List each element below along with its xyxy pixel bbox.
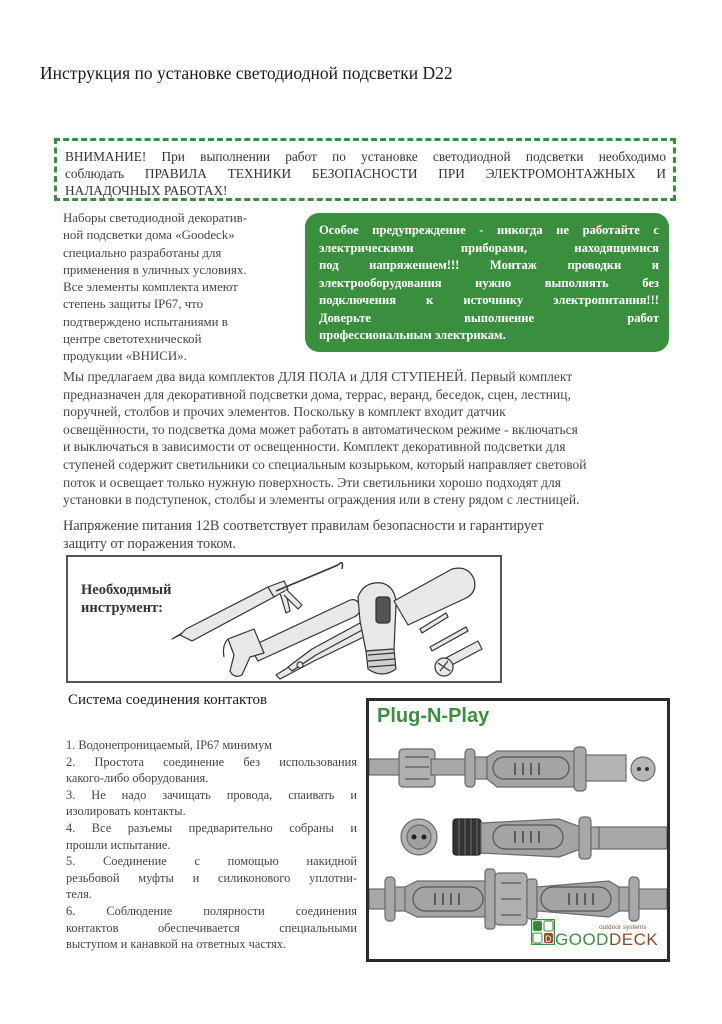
tools-illustration <box>168 557 498 681</box>
intro-line: специально разработаны для <box>63 245 222 260</box>
socket-face-icon <box>631 757 655 781</box>
intro-line: продукции «ВНИСИ». <box>63 349 187 364</box>
logo-word-good: GOOD <box>555 930 609 949</box>
feature-line: 6. Соблюдение полярности соединения <box>66 903 357 918</box>
feature-item <box>66 787 357 820</box>
intro-line: подтверждено испытаниями в <box>63 314 228 329</box>
feature-line: 2. Простота соединение без использования <box>66 754 357 769</box>
feature-line: резьбовой муфты и силиконового уплотни- <box>66 870 357 885</box>
intro-line: центре светотехнической <box>63 332 202 347</box>
logo-letter-g: G <box>535 922 543 932</box>
feature-line: выступом и канавкой на ответных частях. <box>66 937 287 952</box>
callout-line: под напряжением!!! Монтаж проводки и <box>319 258 659 272</box>
warning-line: соблюдать ПРАВИЛА ТЕХНИКИ БЕЗОПАСНОСТИ ПРИ ЭЛЕКТРОМОНТАЖНЫХ И <box>65 166 666 181</box>
feature-line: контактов обеспечивается специальными <box>66 920 357 935</box>
intro-line: применения в уличных условиях. <box>63 262 247 277</box>
tools-label <box>81 581 171 617</box>
joined-connector-icon <box>369 869 667 929</box>
intro-line: Все элементы комплекта имеют <box>63 280 238 295</box>
connectors-illustration <box>369 701 667 959</box>
feature-line: 1. Водонепроницаемый, IP67 минимум <box>66 738 272 752</box>
warning-line: ВНИМАНИЕ! При выполнении работ по установке светодиодной подсветки необходимо <box>65 149 666 164</box>
warning-line: НАЛАДОЧНЫХ РАБОТАХ! <box>65 183 228 198</box>
intro-line: ной подсветки дома «Goodeck» <box>63 228 235 243</box>
callout-line: электрическими приборами, находящимися <box>319 240 659 255</box>
logo-wordmark <box>555 930 658 950</box>
paragraph-line: Мы предлагаем два вида комплектов ДЛЯ ПОЛА и ДЛЯ СТУПЕНЕЙ. Первый комплект <box>63 369 573 384</box>
voltage-note <box>63 517 663 553</box>
feature-item <box>66 754 357 787</box>
feature-line: 5. Соединение с помощью накидной <box>66 854 357 869</box>
callout-line: Доверьте выполнение работ <box>319 310 659 325</box>
threaded-connector-icon <box>453 817 667 859</box>
intro-paragraph <box>63 210 288 366</box>
voltage-line: защиту от поражения током. <box>63 536 236 552</box>
feature-item <box>66 853 357 903</box>
feature-line: теля. <box>66 887 92 902</box>
feature-item <box>66 737 357 754</box>
drill-bits-icon <box>420 613 482 676</box>
special-warning-callout <box>305 213 669 352</box>
paragraph-line: поток и освещает только нужную поверхность. Эти светильники хорошо подходят для <box>63 474 561 490</box>
callout-line: профессиональным электрикам. <box>319 328 506 342</box>
intro-line: степень защиты IP67, что <box>63 297 204 312</box>
paragraph-line: освещённости, то подсветка дома может работать в автоматическом режиме - включаться <box>63 421 578 437</box>
paragraph-line: установки в подступенок, столбы и элементы ограждения или в стену рядом с лестницей. <box>63 492 580 508</box>
callout-line: Особое предупреждение - никогда не работайте с <box>319 223 659 237</box>
plug-face-icon <box>401 819 437 855</box>
intro-line: Наборы светодиодной декоратив- <box>63 211 247 225</box>
paragraph-line: поручней, столбов и прочих элементов. Поскольку в комплект входит датчик <box>63 404 506 420</box>
callout-line: подключения к источнику электропитания!!! <box>319 293 659 307</box>
kits-description-paragraph <box>63 368 663 509</box>
paragraph-line: и выключаться в зависимости от освещенности. Комплект декоративной подсветки для <box>63 439 566 455</box>
feature-line: какого-либо оборудования. <box>66 771 209 786</box>
tools-label-line: инструмент: <box>81 600 163 616</box>
logo-tagline: outdoor systems <box>599 924 647 931</box>
voltage-line: Напряжение питания 12В соответствует правилам безопасности и гарантирует <box>63 518 544 534</box>
connection-features-list <box>66 737 357 953</box>
callout-line: электрооборудования нужно выполнять без <box>319 275 659 290</box>
plug-n-play-panel <box>366 698 670 962</box>
feature-line: 4. Все разъемы предварительно собраны и <box>66 820 357 835</box>
paragraph-line: ступеней содержит светильники со специальным козырьком, который направляет световой <box>63 456 587 472</box>
plug-n-play-title: Plug-N-Play <box>377 705 490 727</box>
tools-label-line: Необходимый <box>81 582 172 598</box>
page-title: Инструкция по установке светодиодной подсветки D22 <box>40 63 453 83</box>
feature-item <box>66 903 357 953</box>
feature-line: прошли испытание. <box>66 837 171 852</box>
logo-letter-d: D <box>545 934 552 944</box>
connector-with-nut-icon <box>369 747 626 791</box>
goodeck-logo-icon <box>531 919 555 945</box>
logo-word-deck: DECK <box>608 930 659 949</box>
connection-system-title: Система соединения контактов <box>68 692 268 708</box>
feature-line: 3. Не надо зачищать провода, спаивать и <box>66 787 357 802</box>
feature-line: изолировать контакты. <box>66 804 186 819</box>
feature-item <box>66 820 357 853</box>
required-tools-panel <box>66 555 502 683</box>
paragraph-line: предназначен для декоративной подсветки дома, террас, веранд, беседок, сцен, лестниц, <box>63 386 571 402</box>
safety-warning-box <box>54 138 676 201</box>
